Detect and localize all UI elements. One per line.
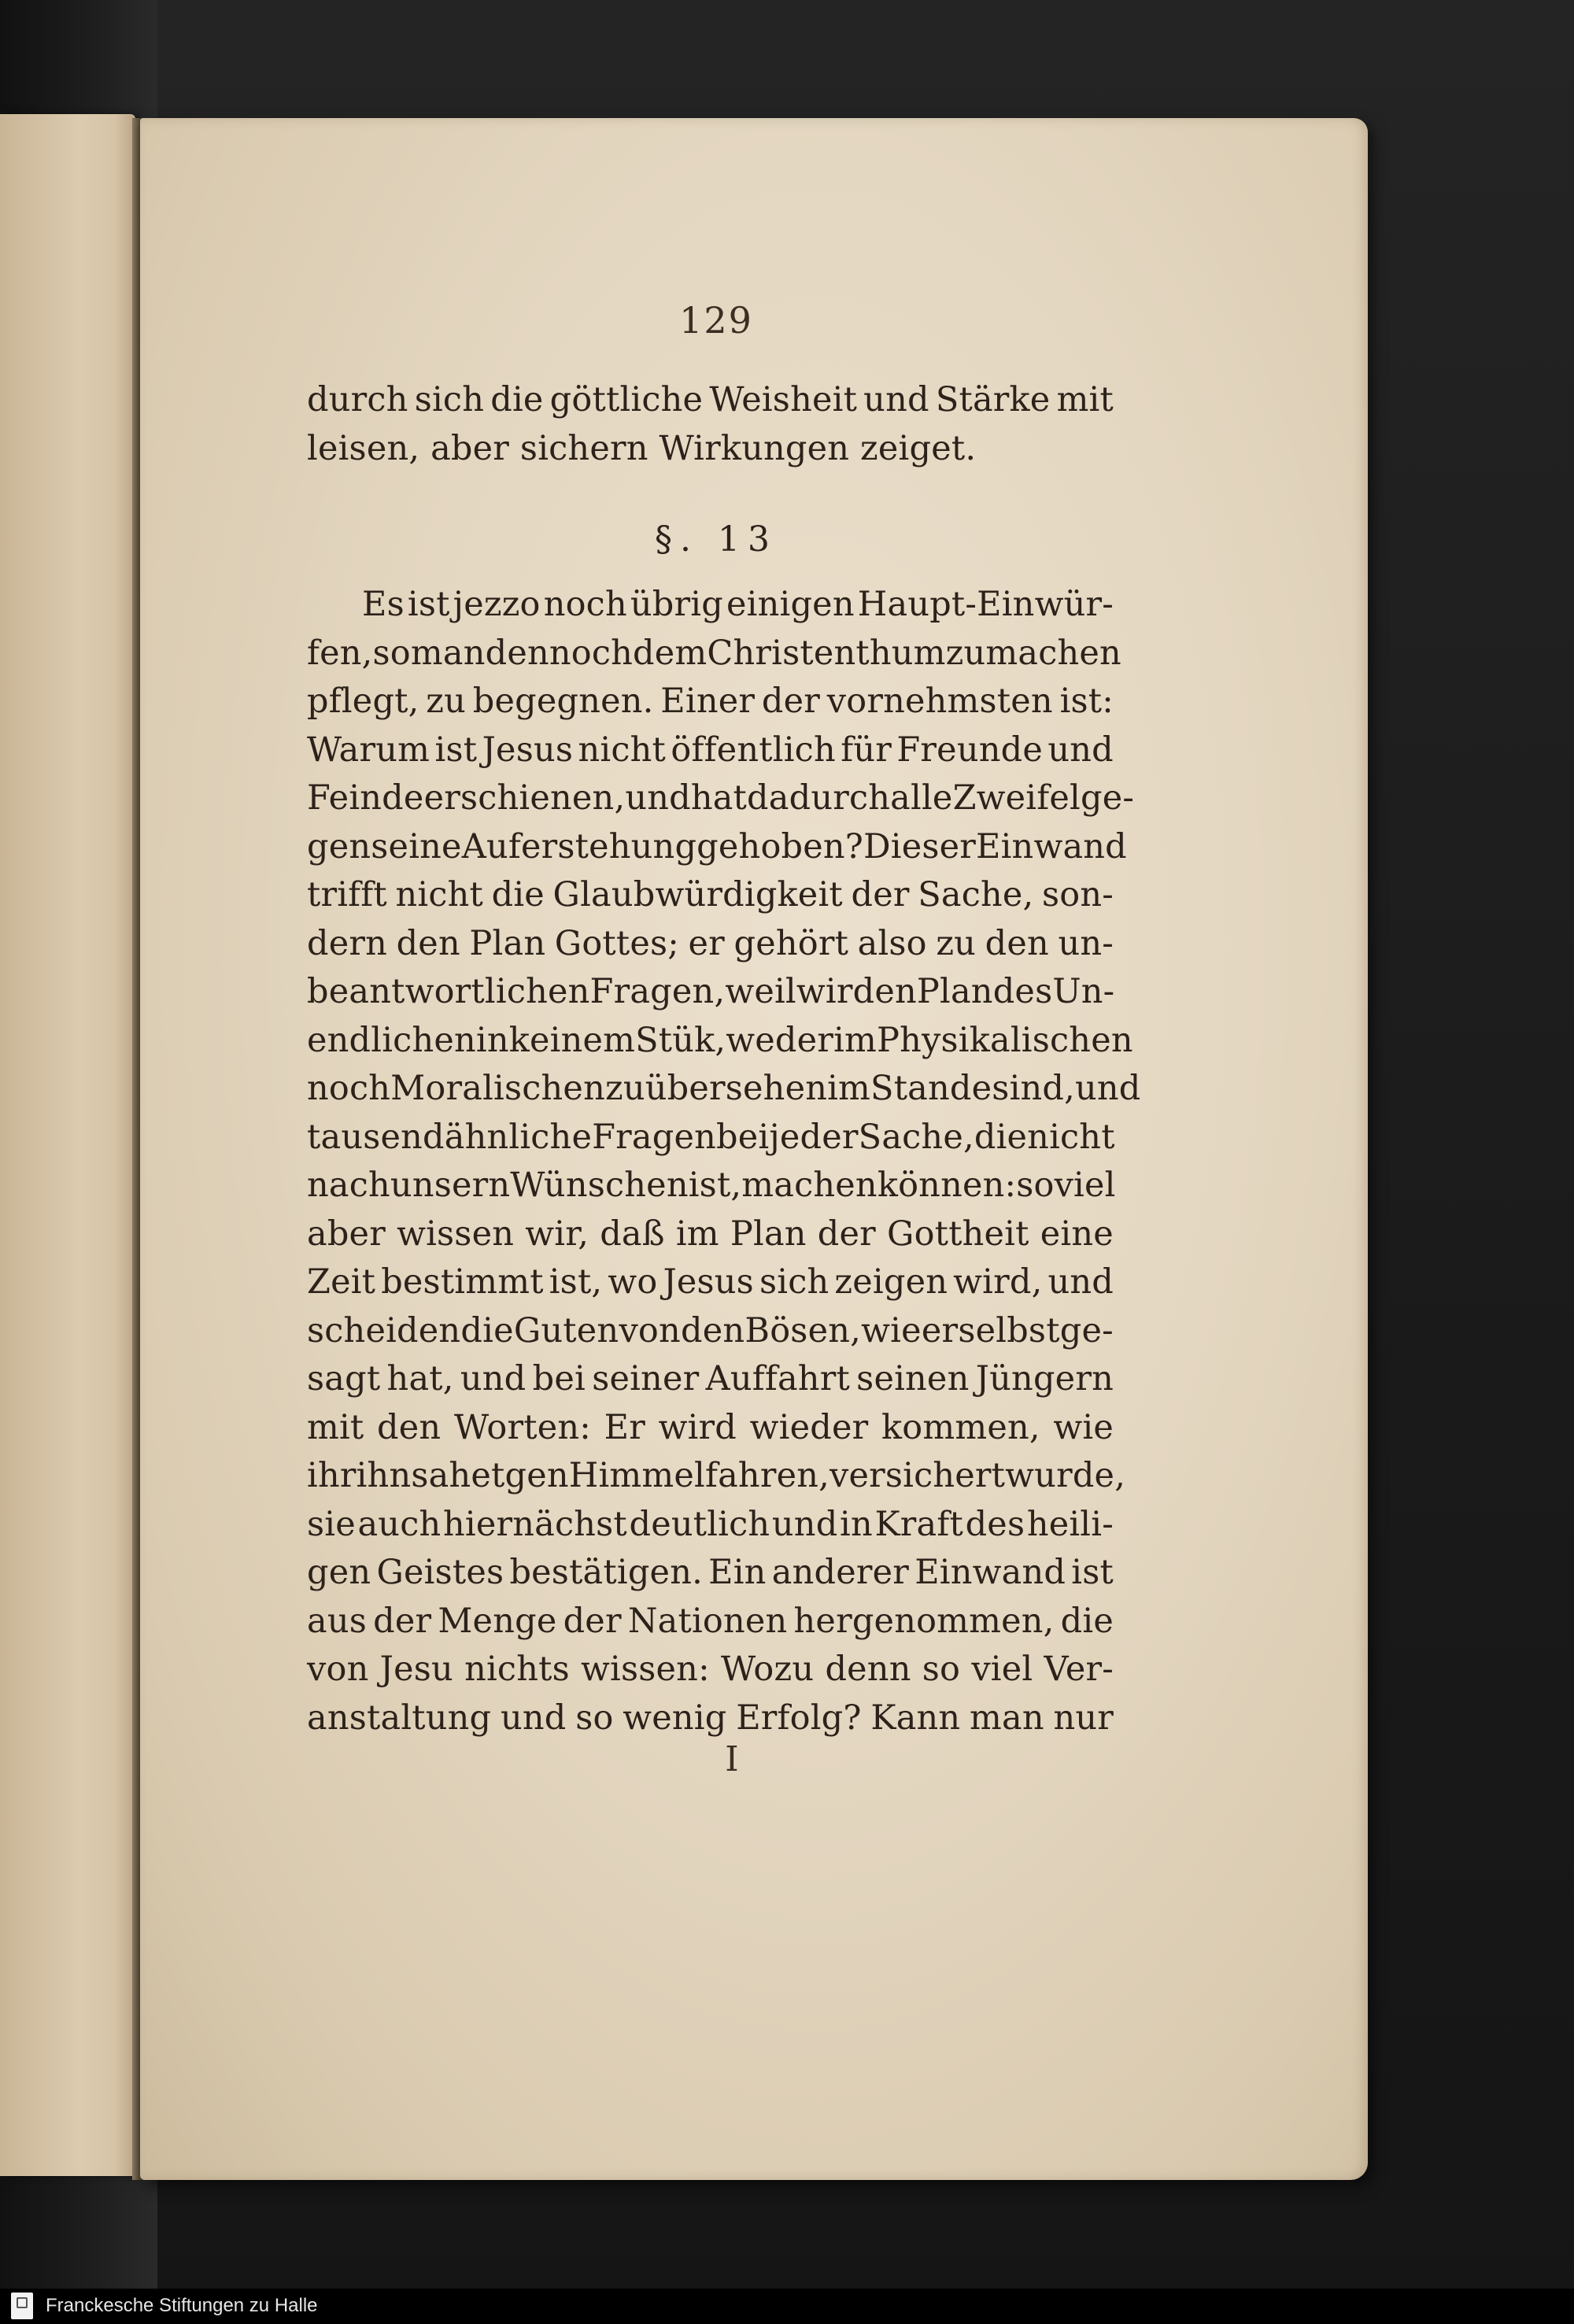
text-line: endlichen in keinem Stük, weder im Physikalischen [307,1020,1133,1060]
text-line: Warum ist Jesus nicht öffentlich für Freunde und [307,730,1114,770]
text-line: anstaltung und so wenig Erfolg? Kann man nur [307,1698,1114,1738]
text-line: noch Moralischen zu übersehen im Stande sind, und [307,1069,1141,1108]
text-line: beantwortlichen Fragen, weil wir den Plan des Un- [307,972,1115,1011]
text-line: leisen, aber sichern Wirkungen zeiget. [307,428,977,468]
text-line: fen, so man dennoch dem Christenthum zu machen [307,633,1121,673]
institution-logo-icon [11,2293,33,2319]
text-line: dern den Plan Gottes; er gehört also zu den un- [307,923,1114,963]
text-line: scheiden die Guten von den Bösen, wie er selbst ge- [307,1310,1114,1350]
text-line: Zeit bestimmt ist, wo Jesus sich zeigen wird, und [307,1262,1114,1302]
page-number: 129 [679,299,753,342]
continuation-paragraph [307,376,1114,473]
text-line: aber wissen wir, daß im Plan der Gottheit eine [307,1214,1114,1254]
text-line: Feinde erschienen, und hat dadurch alle Zweifel ge- [307,778,1135,818]
text-line: gen Geistes bestätigen. Ein anderer Einwand ist [307,1553,1114,1592]
text-line: pflegt, zu begegnen. Einer der vornehmsten ist: [307,682,1114,721]
text-line: von Jesu nichts wissen: Wozu denn so viel Ver- [307,1650,1114,1689]
text-line: tausend ähnliche Fragen bei jeder Sache, die nicht [307,1117,1115,1157]
text-line: Es ist jezzo noch übrig einigen Haupt-Einwür- [362,585,1114,624]
institution-label: Franckesche Stiftungen zu Halle [46,2295,318,2316]
text-line: durch sich die göttliche Weisheit und Stärke mit [307,380,1114,419]
text-line: trifft nicht die Glaubwürdigkeit der Sache, son- [307,875,1114,914]
text-line: sie auch hiernächst deutlich und in Kraft des heili- [307,1504,1114,1544]
signature-mark: I [725,1739,739,1779]
text-line: mit den Worten: Er wird wieder kommen, wie [307,1407,1114,1447]
section-heading: §. 13 [655,519,778,560]
left-page-edge [0,114,135,2176]
text-line: sagt hat, und bei seiner Auffahrt seinen Jüngern [307,1359,1114,1398]
section-paragraph [307,581,1141,1742]
text-line: ihr ihn sahet gen Himmel fahren, versichert wurde, [307,1456,1126,1495]
text-line: gen seine Auferstehung gehoben? Dieser Einwand [307,826,1127,866]
text-line: nach unsern Wünschen ist, machen können: so viel [307,1166,1116,1205]
text-line: aus der Menge der Nationen hergenommen, die [307,1601,1114,1641]
